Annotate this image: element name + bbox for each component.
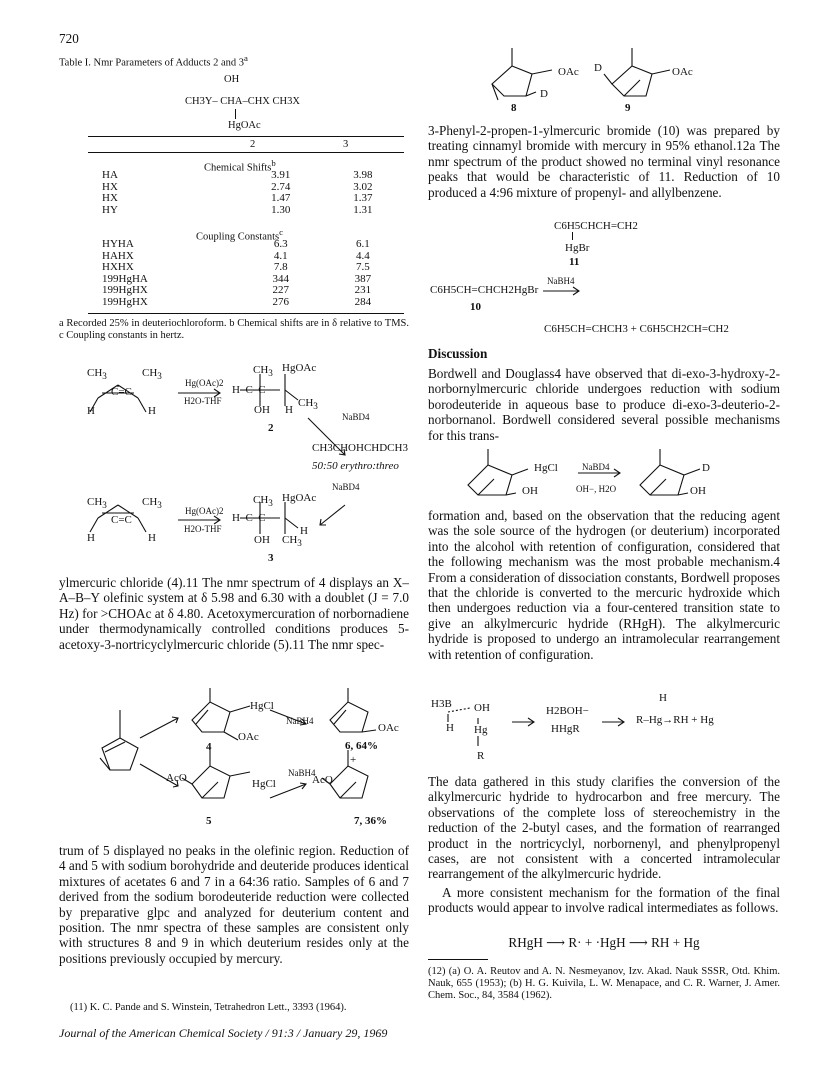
- table-cell-v3: 7.5: [356, 261, 370, 274]
- table-cell-v3: 4.4: [356, 249, 370, 262]
- mech-r: R: [477, 750, 485, 762]
- scheme1-product: CH3CHOHCHDCH3: [312, 442, 408, 454]
- table-row: [88, 205, 404, 217]
- scheme2-label-7: 7, 36%: [354, 815, 387, 827]
- scheme2-aco-7: AcO: [312, 774, 333, 786]
- right-paragraph-4: The data gathered in this study clarifies the conversion of the alkylmercuric hydride to hydrocarbon and free mercury. The observations of the complete loss of stereochemistry in the reduction of the 2-butyl cases, and the formation of rearranged product in the nortricyclyl, norbornenyl, and phenylpropenyl cases, are not consistent with a concerted intramolecular rearrangement of the alkylmercuric hydride.: [428, 774, 780, 882]
- table-caption: [59, 52, 409, 70]
- table-cell-v2: 7.8: [273, 261, 288, 274]
- scheme2-label-4: 4: [206, 741, 212, 753]
- table-cell-v2: 276: [272, 295, 289, 308]
- table-col3-header: 3: [343, 139, 349, 150]
- scheme2-label-5: 5: [206, 815, 212, 827]
- scheme2-label-6: 6, 64%: [345, 740, 378, 752]
- discussion-heading: Discussion: [428, 346, 488, 361]
- table-cell-v3: 1.31: [353, 203, 373, 216]
- table-top-rule: [88, 136, 404, 137]
- table-cell-v3: 1.37: [353, 192, 373, 205]
- table-bottom-rule: [88, 313, 404, 314]
- table-section-shifts-sup: b: [271, 158, 276, 168]
- table-section-shifts-text: Chemical Shifts: [204, 162, 272, 174]
- table-col2-header: 2: [250, 139, 256, 150]
- table-cell-v2: 6.3: [273, 238, 288, 250]
- table-cell-label: HY: [102, 203, 118, 216]
- scheme2-oac-6: OAc: [378, 722, 399, 734]
- table-shifts: [88, 170, 404, 216]
- label-9: 9: [625, 102, 631, 114]
- mech-hg: Hg: [474, 724, 488, 736]
- scheme1-reagent-top: Hg(OAc)2: [185, 378, 224, 388]
- scheme-10-arrow: [543, 286, 583, 296]
- table-cell-v3: 6.1: [356, 238, 370, 250]
- structures-8-9: [480, 40, 740, 115]
- mech-h3b: H3B: [431, 698, 452, 710]
- mech-oh: OH: [474, 702, 490, 714]
- right-paragraph-5: A more consistent mechanism for the formation of the final products would appear to involve radical intermediates as follows.: [428, 885, 780, 916]
- scheme-10-left: C6H5CH=CHCH2HgBr: [430, 284, 539, 296]
- right-paragraph-3: formation and, based on the observation that the reducing agent was the sole source of the hydrogen (or deuterium) incorporated into the alcohol with retention of configuration, considered that the following mechanism was the most probable mechanism.4 From a consideration of dissociation constants, Bordwell proposes that the chloride is converted to the mercuric hydroxide which then undergoes reduction via a four-centered transition state to give an alkylmercuric hydride (RHgH). The alkylmercuric hydride is proposed to undergo an intramolecular rearrangement with retention of configuration.: [428, 508, 780, 662]
- scheme1-nabd-top: NaBD4: [342, 412, 370, 422]
- table-cell-v3: 387: [354, 272, 372, 285]
- radical-equation: RHgH ⟶ R· + ·HgH ⟶ RH + Hg: [508, 935, 700, 950]
- scheme2-hgcl-top: HgCl: [250, 700, 274, 712]
- scheme2-aco-5: AcO: [166, 772, 187, 784]
- table-cell-v3: 3.98: [353, 169, 373, 181]
- table-formula: CH3Y– CHA–CHX CH3X: [185, 96, 300, 107]
- table-cell-label: HYHA: [102, 238, 134, 250]
- bordwell-reagent: NaBD4: [582, 462, 610, 472]
- scheme1-product-note: 50:50 erythro:threo: [312, 460, 399, 472]
- table-cell-v2: 227: [272, 284, 289, 297]
- table-cell-v2: 1.47: [271, 192, 291, 205]
- scheme2-hgcl-5: HgCl: [252, 778, 276, 790]
- table-cell-v3: 284: [354, 295, 372, 308]
- table-caption-text: Table I. Nmr Parameters of Adducts 2 and 3: [59, 57, 245, 69]
- table-footnote: a Recorded 25% in deuteriochloroform. b Chemical shifts are in δ relative to TMS. c Coupling constants in hertz.: [59, 318, 409, 341]
- scheme1-solvent-top: H2O-THF: [184, 396, 222, 406]
- table-formula-bond: [235, 109, 236, 119]
- scheme-11-line2: HgBr: [565, 242, 590, 254]
- bordwell-scheme: [460, 445, 760, 505]
- footnote-rule: [428, 959, 488, 960]
- bordwell-oh2: OH: [690, 485, 706, 497]
- table-coupling: [88, 239, 404, 309]
- footnote-11: (11) K. C. Pande and S. Winstein, Tetrahedron Lett., 3393 (1964).: [70, 1002, 347, 1013]
- scheme-10-label: 10: [470, 301, 481, 313]
- footnote-12: (12) (a) O. A. Reutov and A. N. Nesmeyanov, Izv. Akad. Nauk SSSR, Otd. Khim. Nauk, 655 (1953); (b) H. G. Kuivila, L. W. Menapace, and C. R. Warner, J. Amer. Chem. Soc., 84, 3584 (1962).: [428, 966, 780, 1001]
- scheme2-plus: +: [350, 754, 357, 766]
- scheme-11-label: 11: [569, 256, 580, 268]
- bordwell-hgcl: HgCl: [534, 462, 558, 474]
- scheme-10-reagent: NaBH4: [547, 276, 575, 286]
- table-cell-label: HA: [102, 169, 118, 181]
- table-oh: OH: [224, 74, 240, 85]
- scheme1-solvent-bottom: H2O-THF: [184, 524, 222, 534]
- scheme-11-bond: [572, 232, 573, 240]
- page-number: 720: [59, 31, 79, 46]
- table-cell-label: 199HgHA: [102, 272, 148, 285]
- left-paragraph-2: trum of 5 displayed no peaks in the olefinic region. Reduction of 4 and 5 with sodium borohydride and deuteride produces identical mixtures of acetates 6 and 7 in a 64:36 ratio. Samples of 6 and 7 derived from the sodium borodeuteride reduction were collected by preparative glpc and analyzed for deuterium content and position. The nmr spectra of these samples are consistent only with structures 8 and 9 in which deuterium resides only at the positions previously occupied by mercury.: [59, 843, 409, 966]
- table-row: [88, 239, 404, 251]
- table-header-rule: [88, 152, 404, 153]
- scheme1-label-3: 3: [268, 552, 274, 564]
- right-paragraph-1: 3-Phenyl-2-propen-1-ylmercuric bromide (10) was prepared by treating cinnamyl bromide with mercury in 95% ethanol.12a The nmr spectrum of the product showed no terminal vinyl resonance peaks that would be characteristic of 11. Reduction of 10 produced a 4:96 mixture of propenyl- and allylbenzene.: [428, 123, 780, 200]
- mech-h: H: [446, 722, 454, 734]
- table-section-coupling-sup: c: [279, 227, 284, 237]
- table-cell-v3: 3.02: [353, 180, 373, 193]
- left-paragraph-1: ylmercuric chloride (4).11 The nmr spectrum of 4 displays an X–A–B–Y olefinic system at δ 5.98 and 6.30 with a doublet (J = 7.0 Hz) for >CHOAc at δ 4.80. Acetoxymercuration of norbornadiene under thermodynamically controlled conditions produces 5-acetoxy-3-nortricyclylmercuric chloride (5).11 The nmr spec-: [59, 575, 409, 652]
- table-cell-v2: 3.91: [271, 169, 291, 181]
- bordwell-conditions: OH−, H2O: [576, 484, 617, 494]
- label-8: 8: [511, 102, 517, 114]
- scheme1-reagent-bottom: Hg(OAc)2: [185, 506, 224, 516]
- bordwell-oh: OH: [522, 485, 538, 497]
- mech-hhgr: HHgR: [551, 723, 580, 735]
- bordwell-d: D: [702, 462, 710, 474]
- table-cell-v2: 2.74: [271, 180, 291, 193]
- table-cell-v2: 4.1: [273, 249, 288, 262]
- mech-final: R–Hg→RH + Hg: [636, 714, 714, 726]
- right-paragraph-2: Bordwell and Douglass4 have observed that di-exo-3-hydroxy-2-norbornylmercuric chloride undergoes reduction with sodium borodeuteride in aqueous base to produce di-exo-3-deuterio-2-norbornanol. Bordwell considered several possible mechanisms for this trans-: [428, 366, 780, 443]
- scheme-10-products: C6H5CH=CHCH3 + C6H5CH2CH=CH2: [544, 323, 729, 335]
- table-cell-v2: 1.30: [271, 203, 291, 216]
- scheme2-nabh4-top: NaBH4: [286, 716, 314, 726]
- table-cell-label: 199HgHX: [102, 284, 148, 297]
- journal-footer: Journal of the American Chemical Society / 91:3 / January 29, 1969: [59, 1026, 388, 1040]
- table-row: [88, 170, 404, 182]
- scheme1-nabd-bottom: NaBD4: [332, 482, 360, 492]
- table-cell-label: HX: [102, 192, 118, 205]
- table-cell-label: 199HgHX: [102, 295, 148, 308]
- table-cell-v3: 231: [354, 284, 372, 297]
- table-cell-label: HAHX: [102, 249, 134, 262]
- mech-h2boh: H2BOH−: [546, 705, 589, 717]
- mech-arrows: [430, 706, 760, 751]
- table-hgoac: HgOAc: [228, 120, 261, 131]
- table-row: [88, 297, 404, 309]
- scheme-11-line1: C6H5CHCH=CH2: [554, 220, 638, 232]
- table-caption-sup: a: [244, 53, 248, 63]
- table-cell-label: HXHX: [102, 261, 134, 274]
- table-cell-label: HX: [102, 180, 118, 193]
- table-cell-v2: 344: [272, 272, 289, 285]
- scheme2-oac-4: OAc: [238, 731, 259, 743]
- scheme2-nabh4-bottom: NaBH4: [288, 768, 316, 778]
- scheme1-label-2: 2: [268, 422, 274, 434]
- table-section-coupling-text: Coupling Constants: [196, 231, 280, 243]
